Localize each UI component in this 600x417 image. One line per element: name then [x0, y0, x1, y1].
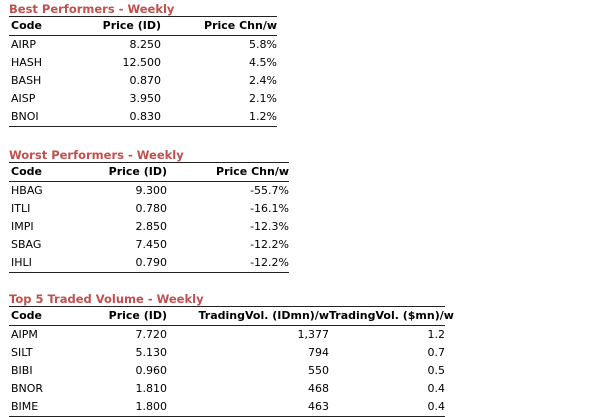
cell-price: 0.790: [67, 254, 167, 273]
cell-trading-vol-usd: 0.4: [329, 398, 445, 417]
cell-price: 7.720: [135, 328, 167, 341]
cell-price: 5.130: [135, 346, 167, 359]
header-code: Code: [9, 163, 67, 182]
traded-volume-section: [9, 292, 454, 417]
cell-price-change: 2.4%: [249, 74, 277, 87]
table-row: [9, 236, 289, 254]
cell-code: AISP: [11, 92, 36, 105]
cell-price: 8.250: [129, 38, 161, 51]
cell-price: 1.800: [67, 398, 167, 417]
cell-trading-vol-id: 794: [308, 346, 329, 359]
cell-code: HASH: [11, 56, 43, 69]
table-row: [9, 54, 277, 72]
table-row: [9, 362, 445, 380]
cell-price: 1.810: [135, 382, 167, 395]
worst-performers-title: Worst Performers - Weekly: [9, 148, 184, 162]
cell-price-change: -12.3%: [250, 220, 289, 233]
table-row: [9, 36, 277, 55]
cell-price: 0.870: [129, 74, 161, 87]
header-price: Price (ID): [67, 307, 167, 326]
table-row: [9, 344, 445, 362]
header-code: Code: [9, 307, 67, 326]
table-row: [9, 182, 289, 201]
cell-price-change: -12.2%: [250, 238, 289, 251]
cell-price-change: -16.1%: [250, 202, 289, 215]
cell-price-change: 4.5%: [249, 56, 277, 69]
worst-performers-section: [9, 148, 289, 273]
header-price: Price (ID): [67, 17, 161, 36]
cell-code: AIPM: [11, 328, 38, 341]
table-row: [9, 200, 289, 218]
table-row: [9, 398, 445, 417]
worst-performers-table: [9, 162, 289, 273]
best-performers-title: Best Performers - Weekly: [9, 2, 175, 16]
table-row: [9, 380, 445, 398]
header-price-change: Price Chn/w: [161, 17, 277, 36]
cell-price: 0.960: [135, 364, 167, 377]
cell-trading-vol-usd: 0.5: [427, 364, 445, 377]
header-code: Code: [9, 17, 67, 36]
cell-code: BASH: [11, 74, 42, 87]
table-row: [9, 326, 445, 345]
cell-price: 0.830: [67, 108, 161, 127]
cell-price: 0.780: [135, 202, 167, 215]
cell-code: BNOR: [11, 382, 44, 395]
cell-code: SILT: [11, 346, 33, 359]
cell-code: AIRP: [11, 38, 37, 51]
cell-trading-vol-id: 550: [308, 364, 329, 377]
cell-price-change: 5.8%: [249, 38, 277, 51]
cell-trading-vol-id: 468: [308, 382, 329, 395]
cell-price-change: -12.2%: [167, 254, 289, 273]
cell-code: BIBI: [11, 364, 33, 377]
header-price-change: Price Chn/w: [167, 163, 289, 182]
cell-code: IHLI: [9, 254, 67, 273]
cell-code: SBAG: [11, 238, 42, 251]
cell-price-change: -55.7%: [250, 184, 289, 197]
cell-price-change: 2.1%: [249, 92, 277, 105]
traded-volume-table: [9, 306, 454, 417]
cell-code: IMPI: [11, 220, 34, 233]
cell-code: ITLI: [11, 202, 31, 215]
cell-price: 3.950: [129, 92, 161, 105]
cell-trading-vol-id: 1,377: [297, 328, 329, 341]
table-header-row: [9, 307, 445, 326]
table-row: [9, 90, 277, 108]
cell-trading-vol-usd: 0.4: [427, 382, 445, 395]
cell-price: 2.850: [135, 220, 167, 233]
header-trading-vol-usd: TradingVol. ($mn)/w: [329, 307, 445, 326]
cell-price: 7.450: [135, 238, 167, 251]
cell-trading-vol-id: 463: [167, 398, 329, 417]
table-row: [9, 72, 277, 90]
cell-trading-vol-usd: 0.7: [427, 346, 445, 359]
table-row: [9, 254, 289, 273]
best-performers-table: [9, 16, 277, 127]
table-row: [9, 108, 277, 127]
traded-volume-title: Top 5 Traded Volume - Weekly: [9, 292, 204, 306]
table-header-row: [9, 17, 277, 36]
cell-code: HBAG: [11, 184, 43, 197]
cell-code: BNOI: [9, 108, 67, 127]
cell-price: 12.500: [122, 56, 161, 69]
header-trading-vol-id: TradingVol. (IDmn)/w: [167, 307, 329, 326]
header-price: Price (ID): [67, 163, 167, 182]
cell-price-change: 1.2%: [161, 108, 277, 127]
table-row: [9, 218, 289, 236]
cell-price: 9.300: [135, 184, 167, 197]
cell-code: BIME: [9, 398, 67, 417]
cell-trading-vol-usd: 1.2: [427, 328, 445, 341]
table-header-row: [9, 163, 289, 182]
best-performers-section: [9, 2, 277, 127]
